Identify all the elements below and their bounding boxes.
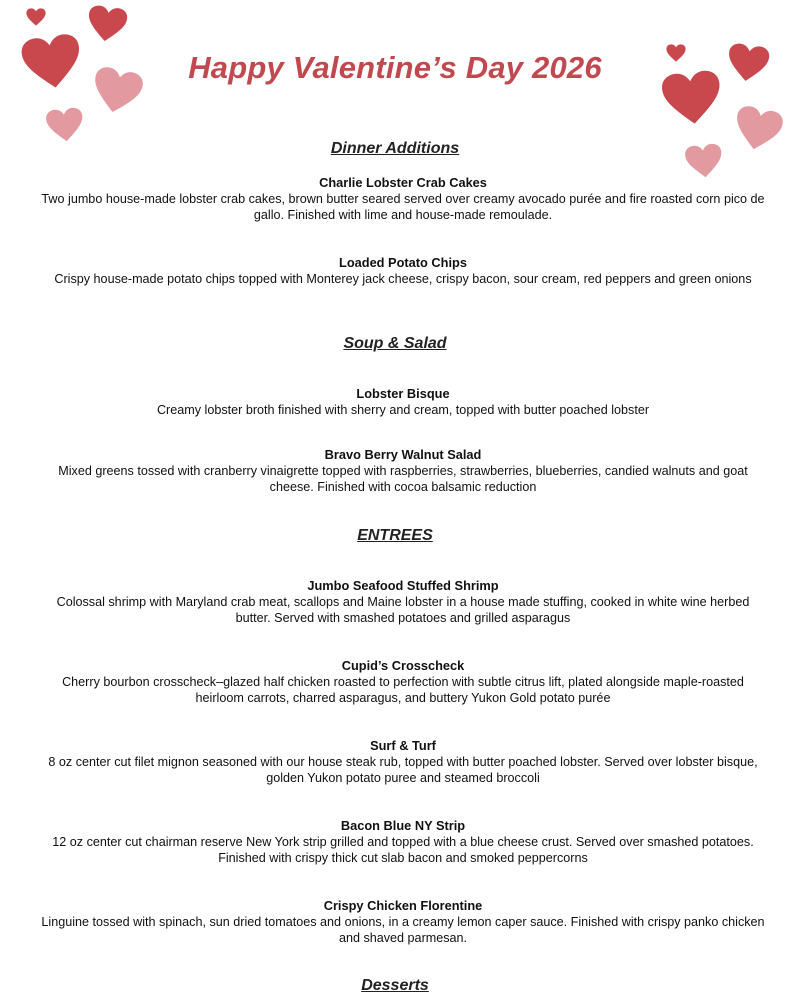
page-title: Happy Valentine’s Day 2026 <box>188 50 602 85</box>
menu-item-description: Creamy lobster broth finished with sherry and cream, topped with butter poached lobster <box>156 403 650 417</box>
heart-icon <box>26 8 46 26</box>
menu-item-name: Jumbo Seafood Stuffed Shrimp <box>307 578 499 593</box>
menu-item-name: Surf & Turf <box>370 738 436 753</box>
menu-item-name: Loaded Potato Chips <box>339 255 467 270</box>
menu-item-description: Two jumbo house-made lobster crab cakes, brown butter seared served over creamy avocado purée and fire roasted corn pico de gallo. Finished with lime and house-made remoulade. <box>41 192 765 222</box>
menu-item-description: Crispy house-made potato chips topped with Monterey jack cheese, crispy bacon, sour cream, red peppers and green onions <box>54 272 752 286</box>
menu-item <box>38 578 768 626</box>
menu-item-description: Colossal shrimp with Maryland crab meat, scallops and Maine lobster in a house made stuffing, cooked in white wine herbed butter. Served with smashed potatoes and grilled asparagus <box>56 595 750 625</box>
menu-item-description: 8 oz center cut filet mignon seasoned with our house steak rub, topped with butter poached lobster. Served over lobster bisque, golden Yukon potato puree and steamed broccoli <box>48 755 758 785</box>
menu-item-name: Bravo Berry Walnut Salad <box>324 447 482 462</box>
menu-item-description: 12 oz center cut chairman reserve New York strip grilled and topped with a blue cheese crust. Served over smashed potatoes. Finished with crispy thick cut slab bacon and smoked peppercorns <box>52 835 754 865</box>
menu-item <box>38 898 768 946</box>
menu-item <box>38 175 768 223</box>
menu-item-name: Lobster Bisque <box>356 386 450 401</box>
menu-item-description: Linguine tossed with spinach, sun dried tomatoes and onions, in a creamy lemon caper sauce. Finished with crispy panko chicken and shaved parmesan. <box>41 915 765 945</box>
section-title-entrees: ENTREES <box>357 527 433 544</box>
menu-item-description: Mixed greens tossed with cranberry vinaigrette topped with raspberries, strawberries, blueberries, candied walnuts and goat cheese. Finished with cocoa balsamic reduction <box>58 464 748 494</box>
menu-item-description: Cherry bourbon crosscheck–glazed half chicken roasted to perfection with subtle citrus lift, plated alongside maple-roasted heirloom carrots, charred asparagus, and buttery Yukon Gold potato purée <box>62 675 744 705</box>
menu-item-name: Charlie Lobster Crab Cakes <box>319 175 487 190</box>
menu-item-name: Cupid’s Crosscheck <box>341 658 465 673</box>
heart-icon <box>85 3 130 44</box>
heart-icon <box>44 106 85 144</box>
menu-item <box>38 255 768 287</box>
menu-item-name: Bacon Blue NY Strip <box>340 818 466 833</box>
menu-item <box>38 386 768 418</box>
section-title-dinner-additions: Dinner Additions <box>330 140 460 157</box>
menu-item-name: Crispy Chicken Florentine <box>323 898 483 913</box>
menu-item <box>38 447 768 495</box>
menu-item <box>38 738 768 786</box>
section-title-soup-salad: Soup & Salad <box>343 335 447 352</box>
menu-item <box>38 818 768 866</box>
section-title-desserts: Desserts <box>361 977 429 994</box>
menu-item <box>38 658 768 706</box>
